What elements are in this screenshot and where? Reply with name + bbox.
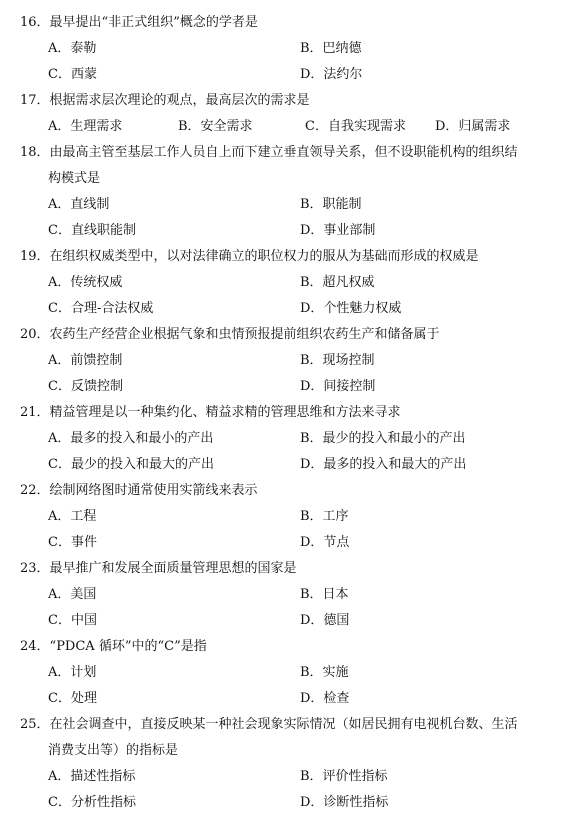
- q21-option-c: C．最少的投入和最大的产出: [48, 457, 214, 472]
- q22-option-d: D．节点: [300, 535, 350, 550]
- question-16-stem: 16．最早提出“非正式组织”概念的学者是: [20, 15, 258, 30]
- q16-option-d: D．法约尔: [300, 67, 363, 82]
- q22-option-c: C．事件: [48, 535, 97, 550]
- q24-option-d: D．检查: [300, 691, 350, 706]
- q17-option-c: C．自我实现需求: [305, 119, 406, 134]
- q25-option-c: C．分析性指标: [48, 795, 136, 810]
- q19-option-a: A．传统权威: [48, 275, 123, 290]
- q24-option-b: B．实施: [300, 665, 349, 680]
- q25-option-d: D．诊断性指标: [300, 795, 389, 810]
- q24-option-c: C．处理: [48, 691, 97, 706]
- q25-option-a: A．描述性指标: [48, 769, 136, 784]
- q16-option-a: A．泰勒: [48, 41, 97, 56]
- q20-option-a: A．前馈控制: [48, 353, 123, 368]
- q21-option-b: B．最少的投入和最小的产出: [300, 431, 466, 446]
- question-19-stem: 19．在组织权威类型中，以对法律确立的职位权力的服从为基础而形成的权威是: [20, 249, 479, 264]
- q17-option-d: D．归属需求: [435, 119, 511, 134]
- question-18-stem: 18．由最高主管至基层工作人员自上而下建立垂直领导关系，但不设职能机构的组织结: [20, 145, 518, 160]
- q16-option-b: B．巴纳德: [300, 41, 362, 56]
- q24-option-a: A．计划: [48, 665, 97, 680]
- q16-option-c: C．西蒙: [48, 67, 97, 82]
- q17-option-b: B．安全需求: [178, 119, 253, 134]
- q23-option-d: D．德国: [300, 613, 350, 628]
- q23-option-a: A．美国: [48, 587, 97, 602]
- question-21-stem: 21．精益管理是以一种集约化、精益求精的管理思维和方法来寻求: [20, 405, 401, 420]
- question-22-stem: 22．绘制网络图时通常使用实箭线来表示: [20, 483, 258, 498]
- q18-option-c: C．直线职能制: [48, 223, 136, 238]
- q18-option-b: B．职能制: [300, 197, 362, 212]
- q22-option-b: B．工序: [300, 509, 349, 524]
- q19-option-d: D．个性魅力权威: [300, 301, 402, 316]
- q19-option-b: B．超凡权威: [300, 275, 375, 290]
- q23-option-c: C．中国: [48, 613, 97, 628]
- question-20-stem: 20．农药生产经营企业根据气象和虫情预报提前组织农药生产和储备属于: [20, 327, 440, 342]
- q19-option-c: C．合理-合法权威: [48, 301, 154, 316]
- q20-option-b: B．现场控制: [300, 353, 375, 368]
- question-18-stem-cont: 构模式是: [48, 171, 101, 186]
- q18-option-a: A．直线制: [48, 197, 110, 212]
- q18-option-d: D．事业部制: [300, 223, 376, 238]
- q17-option-a: A．生理需求: [48, 119, 123, 134]
- q20-option-d: D．间接控制: [300, 379, 376, 394]
- q23-option-b: B．日本: [300, 587, 349, 602]
- question-23-stem: 23．最早推广和发展全面质量管理思想的国家是: [20, 561, 297, 576]
- q25-option-b: B．评价性指标: [300, 769, 388, 784]
- question-25-stem-cont: 消费支出等）的指标是: [48, 743, 179, 758]
- q21-option-d: D．最多的投入和最大的产出: [300, 457, 467, 472]
- q22-option-a: A．工程: [48, 509, 97, 524]
- q20-option-c: C．反馈控制: [48, 379, 123, 394]
- question-25-stem: 25．在社会调查中，直接反映某一种社会现象实际情况（如居民拥有电视机台数、生活: [20, 717, 518, 732]
- q21-option-a: A．最多的投入和最小的产出: [48, 431, 214, 446]
- question-17-stem: 17．根据需求层次理论的观点，最高层次的需求是: [20, 93, 310, 108]
- question-24-stem: 24．“PDCA 循环”中的“C”是指: [20, 639, 207, 654]
